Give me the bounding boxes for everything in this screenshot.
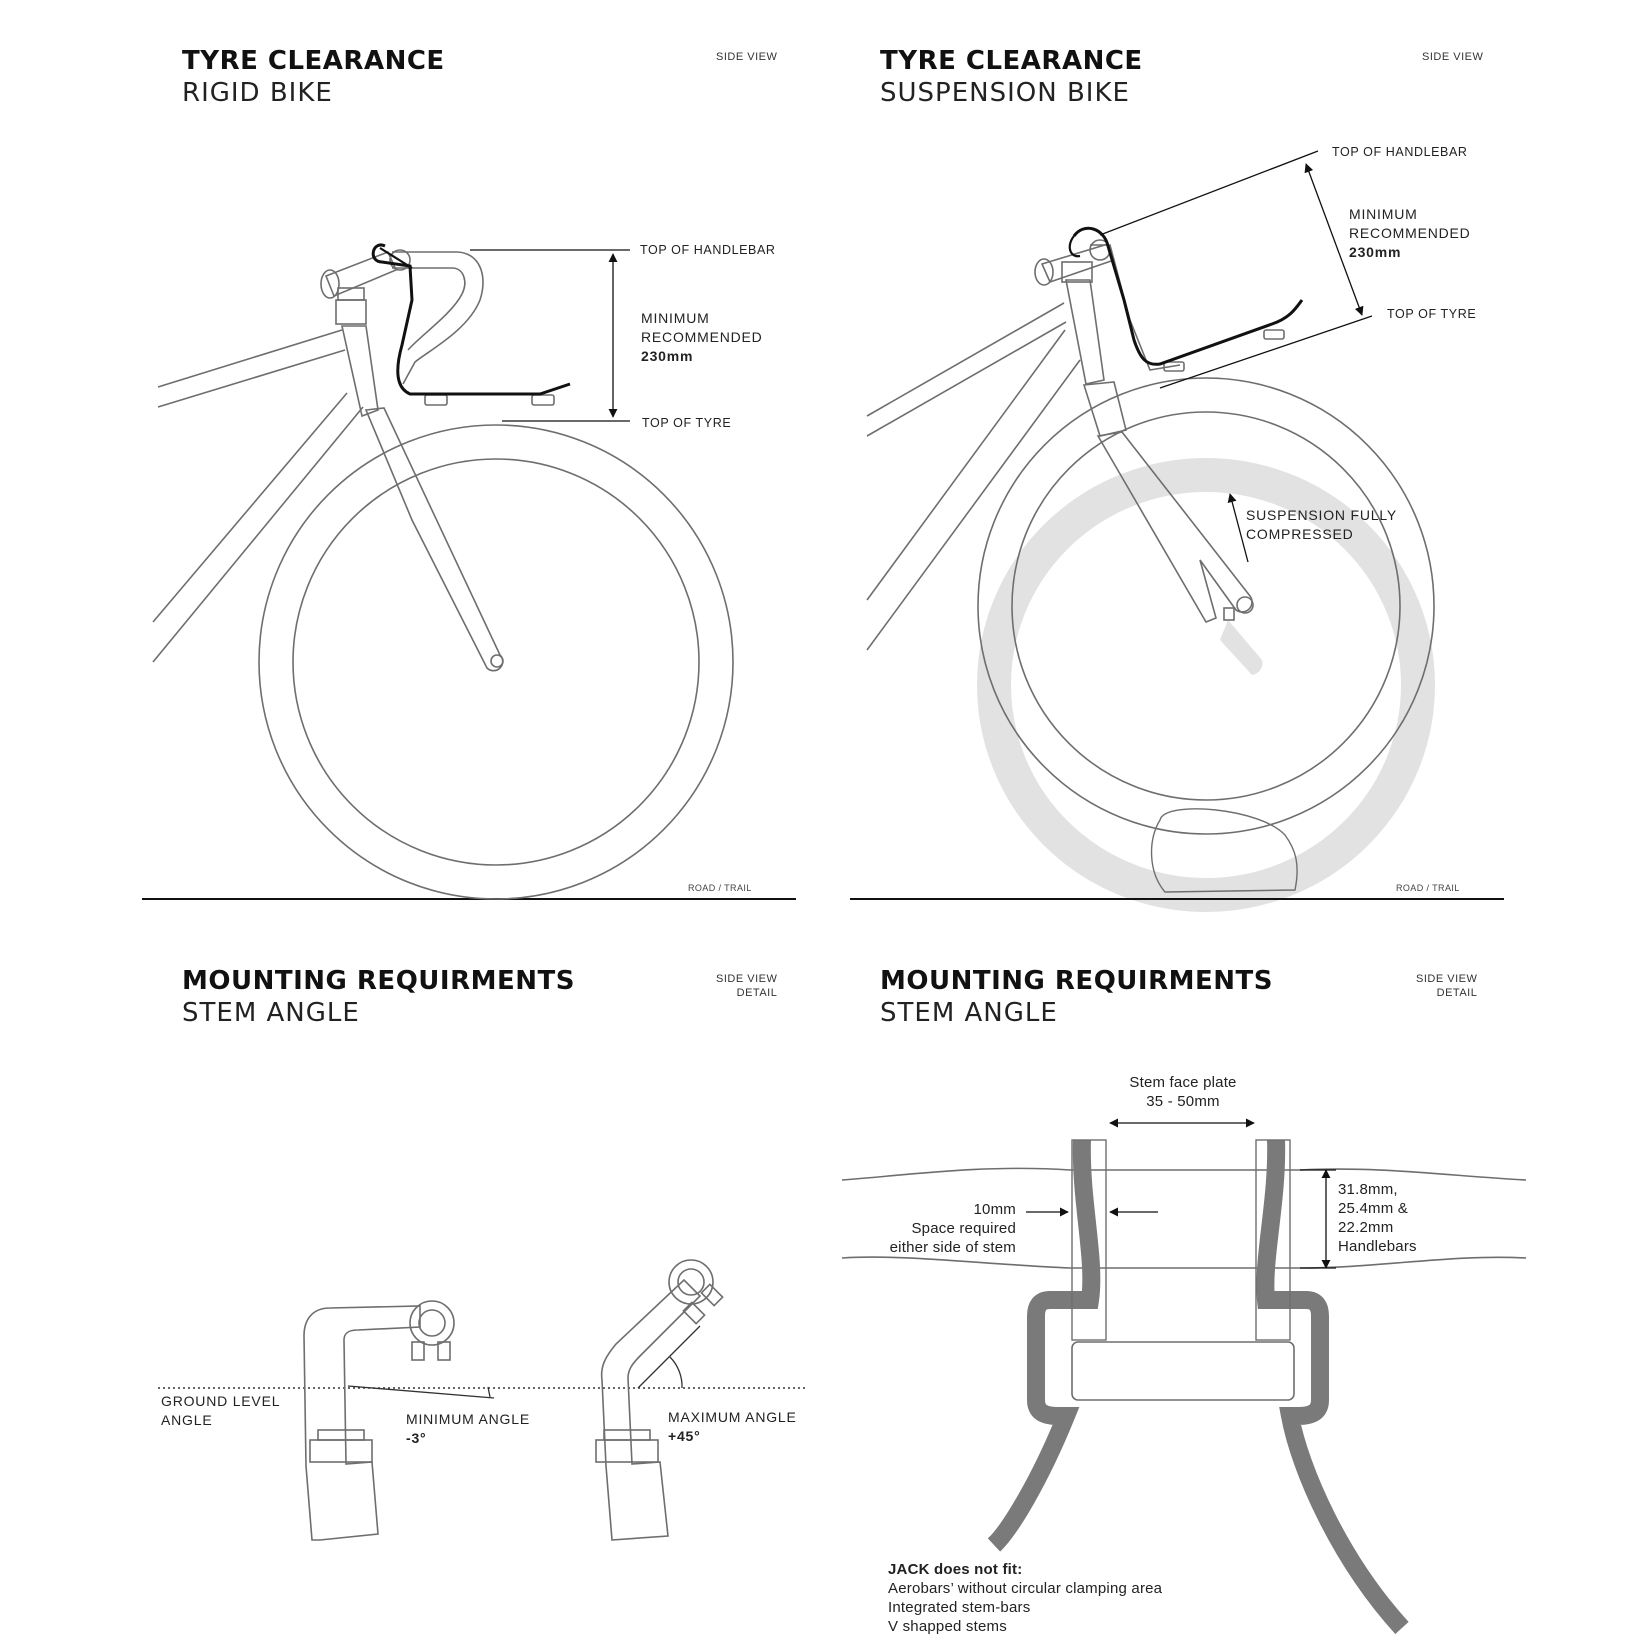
minimum-value: 230mm — [1349, 244, 1402, 260]
space-required-label: 10mm Space required either side of stem — [889, 1201, 1016, 1256]
label-top-of-tyre: TOP OF TYRE — [642, 416, 732, 430]
minimum-recommended-label: MINIMUM RECOMMENDED 230mm — [641, 310, 763, 364]
suspension-bag-mount — [1074, 228, 1302, 364]
does-not-fit-title: JACK does not fit: — [888, 1561, 1023, 1578]
does-not-fit-item: V shapped stems — [888, 1618, 1007, 1635]
ground-level-label: GROUND LEVEL ANGLE — [161, 1393, 281, 1428]
view-label-stem-side: SIDE VIEW DETAIL — [716, 973, 778, 999]
minimum-angle-label: MINIMUM ANGLE -3° — [406, 1411, 530, 1446]
does-not-fit-item: Integrated stem-bars — [888, 1599, 1031, 1616]
page-title-stem-top: MOUNTING REQUIRMENTS — [880, 966, 1273, 996]
subtitle-stem-top: STEM ANGLE — [880, 998, 1058, 1028]
label-top-of-tyre: TOP OF TYRE — [1387, 307, 1477, 321]
ground-label: ROAD / TRAIL — [1396, 883, 1460, 893]
label-top-of-handlebar: TOP OF HANDLEBAR — [1332, 145, 1468, 159]
maximum-angle-label: MAXIMUM ANGLE +45° — [668, 1409, 797, 1444]
minimum-recommended-label: MINIMUM RECOMMENDED 230mm — [1349, 206, 1471, 260]
page-title-suspension: TYRE CLEARANCE — [880, 46, 1143, 76]
subtitle-stem-side: STEM ANGLE — [182, 998, 360, 1028]
page-title-rigid: TYRE CLEARANCE — [182, 46, 445, 76]
page-title-stem-side: MOUNTING REQUIRMENTS — [182, 966, 575, 996]
rigid-head-tube — [342, 326, 378, 416]
label-top-of-handlebar: TOP OF HANDLEBAR — [640, 243, 776, 257]
suspension-head-tube — [1066, 280, 1104, 384]
view-label-suspension: SIDE VIEW — [1422, 51, 1484, 63]
handlebar-outline — [842, 1168, 1526, 1180]
does-not-fit-item: Aerobars’ without circular clamping area — [888, 1580, 1163, 1597]
ground-label: ROAD / TRAIL — [688, 883, 752, 893]
subtitle-rigid: RIGID BIKE — [182, 78, 333, 108]
view-label-stem-top: SIDE VIEW DETAIL — [1416, 973, 1478, 999]
stem-body — [1072, 1342, 1294, 1400]
subtitle-suspension: SUSPENSION BIKE — [880, 78, 1130, 108]
minimum-value: 230mm — [641, 348, 694, 364]
maximum-angle-value: +45° — [668, 1428, 701, 1444]
handlebar-diameters-label: 31.8mm, 25.4mm & 22.2mm Handlebars — [1338, 1181, 1417, 1255]
minimum-angle-value: -3° — [406, 1430, 427, 1446]
rigid-handlebar — [392, 252, 483, 384]
faceplate-label: Stem face plate 35 - 50mm — [1129, 1074, 1237, 1110]
rigid-front-wheel-outer — [259, 425, 733, 899]
rigid-front-wheel-inner — [293, 459, 699, 865]
rigid-fork — [366, 408, 503, 671]
rigid-down-tube — [153, 393, 347, 622]
suspension-compressed-label: SUSPENSION FULLY COMPRESSED — [1246, 507, 1398, 542]
does-not-fit-note — [888, 1560, 1162, 1636]
view-label-rigid: SIDE VIEW — [716, 51, 778, 63]
min-angle-stem — [304, 1306, 420, 1540]
suspension-front-wheel-outer — [978, 378, 1434, 834]
